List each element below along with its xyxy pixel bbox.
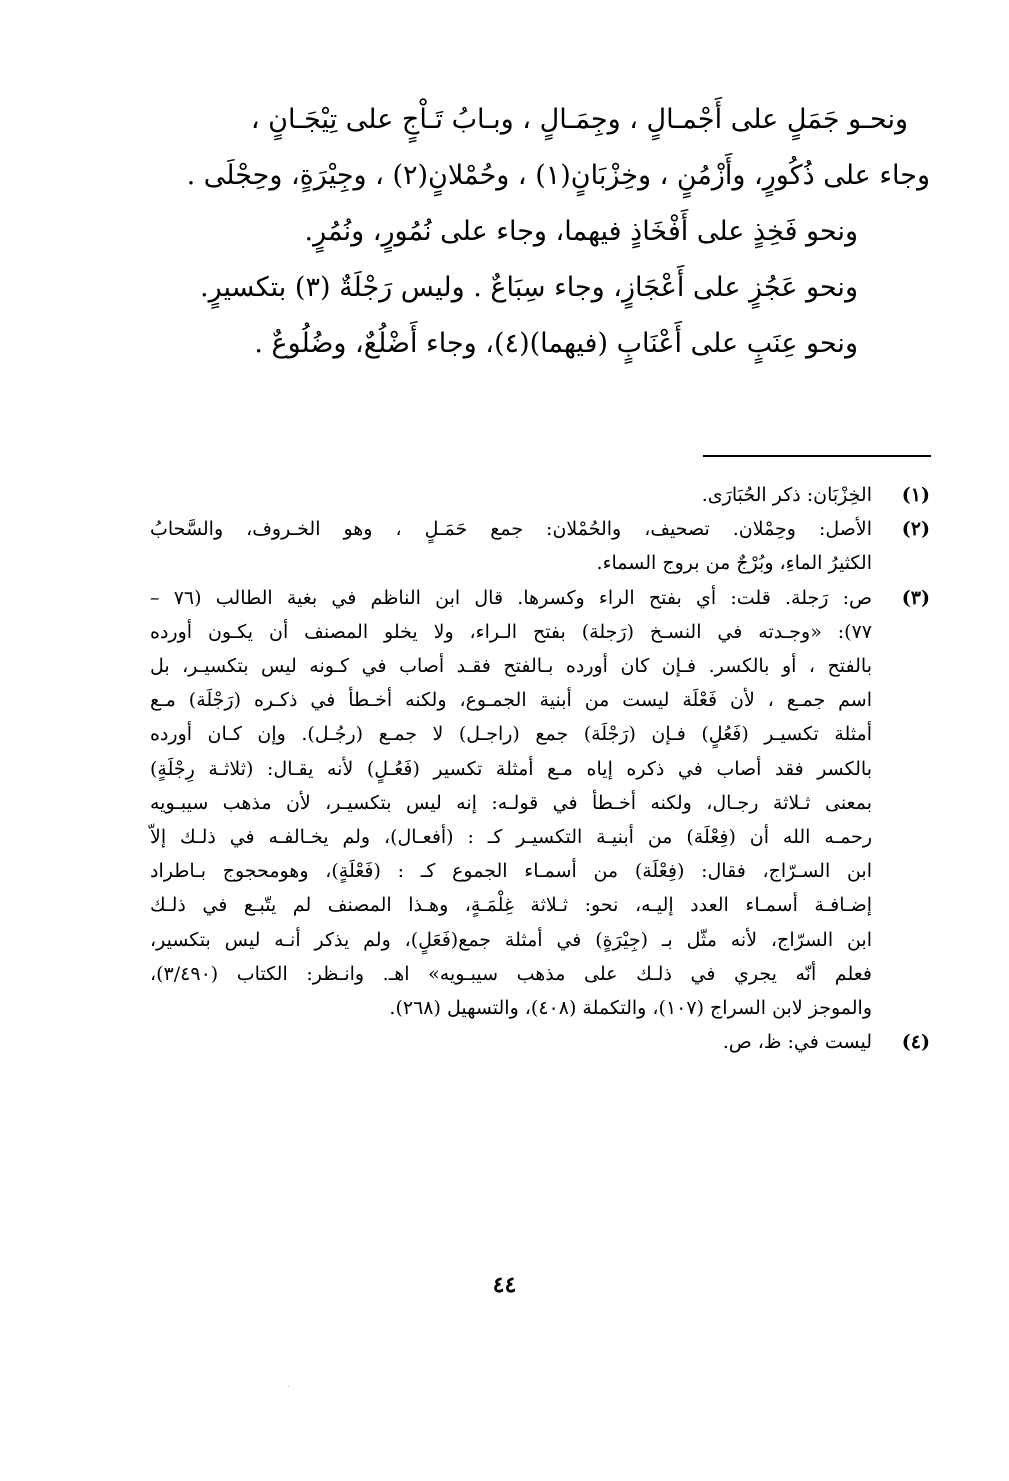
verse-block	[150, 92, 930, 372]
footnote-line: بمعنى ثـلاثة رجـال، ولكنه أخـطأ في قولـه: إنه ليس بتكسيـر، لأن مذهب سيبـويه	[150, 791, 872, 814]
footnote-line: إضـافـة أسمـاء العدد إليـه، نحو: ثـلاثة غِلْمَـةٍ، وهـذا المصنف لم يتّبـع في ذلـك	[150, 894, 872, 917]
footnote-line: رحمـه الله أن (فِعْلَة) من أبنيـة التكسيـر كـ : (أفعـال)، ولم يخـالفـه في ذلـك إلاّ	[150, 826, 872, 849]
footnote-line: ص: رَجلة. قلت: أي بفتح الراء وكسرها. قال ابن الناظم في بغية الطالب (٧٦ –	[150, 586, 872, 609]
footnote-line: ٧٧): «وجـدته في النسـخ (رَجلة) بفتح الـراء، ولا يخلو المصنف أن يكـون أورده	[150, 620, 872, 643]
verse-line: ونحو فَخِذٍ على أَفْخَاذٍ فيهما، وجاء على نُمُورٍ، ونُمُرٍ.	[304, 216, 858, 247]
footnote-line: ابن السـرّاج، فقال: (فِعْلَة) من أسمـاء الجموع كـ : (فَعْلَةٍ)، وهومحجوج بـاطراد	[150, 860, 872, 883]
footnote-2	[150, 512, 930, 580]
footnote-line: ليست في: ظ، ص.	[722, 1031, 872, 1054]
footnote-number: (٣)	[901, 586, 930, 609]
footnote-line: بالكسر فقد أصاب في ذكره إياه مـع أمثلة تكسير (فَعُـلٍ) لأنه يقـال: (ثلاثـة رِجْلَةٍ)	[150, 757, 872, 780]
footnote-1	[150, 478, 930, 512]
footnote-separator	[703, 455, 931, 457]
footnote-line: اسم جمـع ، لأن فَعْلَة ليست من أبنية الجمـوع، ولكنه أخـطأ في ذكـره (رَجْلَة) مـع	[150, 689, 872, 712]
verse-line: ونحـو جَمَلٍ على أَجْمـالٍ ، وجِمَـالٍ ، وبـابُ تَـاْجٍ على تِيْجَـانٍ ،	[250, 104, 908, 135]
footnote-4	[150, 1025, 930, 1059]
footnote-line: الخِزْبَان: ذكر الحُبَارَى.	[701, 484, 872, 506]
footnote-text	[150, 478, 872, 512]
verse-line: ونحو عِنَبٍ على أَعْنَابٍ (فيهما)(٤)، وجاء أَضْلُعٌ، وضُلُوعٌ .	[254, 328, 858, 359]
footnote-number: (٢)	[901, 518, 930, 541]
footnote-line: والموجز لابن السراج (١٠٧)، والتكملة (٤٠٨)، والتسهيل (٢٦٨).	[389, 997, 872, 1020]
footnote-number: (١)	[901, 484, 930, 506]
footnote-text	[150, 581, 872, 1026]
footnote-3	[150, 581, 930, 1026]
verse-line: ونحو عَجُزٍ على أَعْجَازٍ، وجاء سِبَاعٌ . وليس رَجْلَةٌ (٣) بتكسيرٍ.	[200, 272, 858, 303]
footnote-line: أمثلة تكسيـر (فَعُلٍ) فـإن (رَجْلَة) جمع (راجـل) لا جمـع (رجُـل). وإن كـان أورده	[150, 723, 872, 746]
footnote-text	[150, 1025, 872, 1059]
footnote-line: بالفتح ، أو بالكسر. فـإن كان أورده بـالفتح فقـد أصاب في كـونه ليس بتكسيـر، بل	[150, 655, 872, 678]
scan-speck	[288, 1386, 289, 1387]
footnote-line: الأصل: وحِمْلان. تصحيف، والحُمْلان: جمع حَمَـلٍ ، وهو الخـروف، والسَّحابُ	[150, 518, 872, 541]
footnotes	[150, 478, 930, 1059]
footnote-line: الكثيرُ الماءِ، وبُرْجٌ من بروج السماء.	[596, 552, 872, 575]
footnote-number: (٤)	[901, 1031, 930, 1054]
footnote-text	[150, 512, 872, 580]
footnote-line: ابن السرّاج، لأنه مثّل بـ (جِيْرَةٍ) في أمثلة جمع(فَعَلٍ)، ولم يذكر أنـه ليس بتكسير،	[150, 928, 872, 951]
verse-line: وجاء على ذُكُورٍ، وأَزْمُنٍ ، وخِزْبَانٍ(١) ، وحُمْلانٍ(٢) ، وجِيْرَةٍ، وحِجْلَى .	[186, 160, 930, 191]
page-number: ٤٤	[492, 1272, 517, 1298]
footnote-line: فعلم أنّه يجري في ذلـك على مذهب سيبـويه» اهـ. وانـظر: الكتاب (٣/٤٩٠)،	[150, 962, 872, 985]
